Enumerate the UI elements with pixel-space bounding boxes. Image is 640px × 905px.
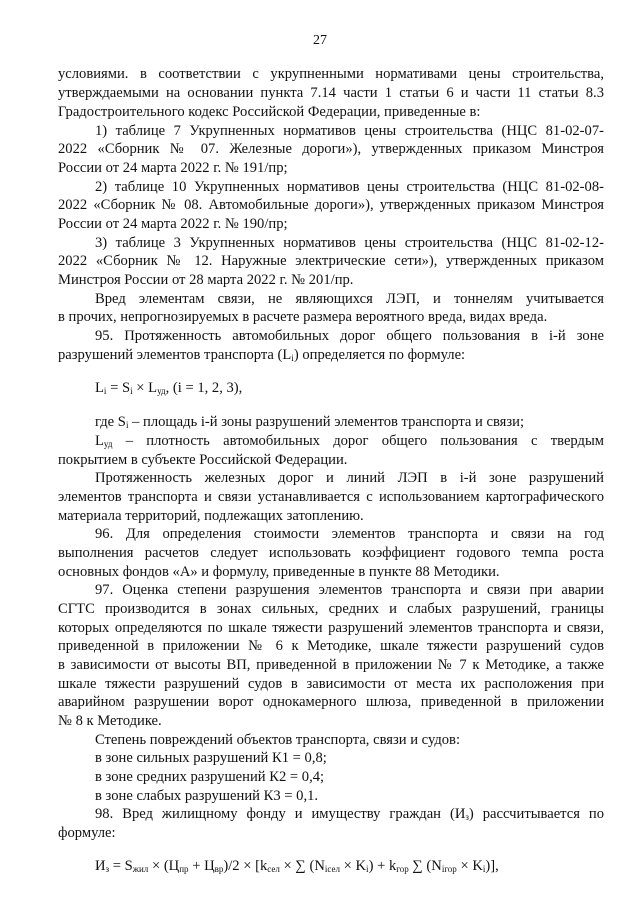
paragraph-97: 97. Оценка степени разрушения элементов транспорта и связи при аварии — [95, 582, 604, 598]
text-line: № 8 к Методике. — [58, 713, 162, 729]
list-item-1: 1) таблице 7 Укрупненных нормативов цены строительства (НЦС 81-02-07- — [95, 123, 604, 139]
text-line: Минстроя России от 28 марта 2022 г. № 201/пр. — [58, 272, 354, 288]
text-line: России от 24 марта 2022 г. № 191/пр; — [58, 160, 288, 176]
text-line: шкале тяжести разрушений судов в зависимости от места их расположения при — [58, 676, 604, 692]
text-line: формуле: — [58, 825, 116, 841]
text-line: условиями. в соответствии с укрупненными нормативами цены строительства, — [58, 66, 604, 82]
text-line: в прочих, непрогнозируемых в расчете размера вероятного вреда, видах вреда. — [58, 309, 548, 325]
formula-l: $L_i = S_i \times L_{уд}$, (i = 1, 2, 3), — [95, 380, 243, 396]
list-item-2: 2) таблице 10 Укрупненных нормативов цены строительства (НЦС 81-02-08- — [95, 179, 604, 195]
text-line: 2022 «Сборник № 08. Автомобильные дороги»), утвержденных приказом Минстроя — [58, 197, 604, 213]
formula-i3: $И_з = S_{жил} \times (Ц_{пр} + Ц_{вр})/2 \times [k_{сел}$ × ∑ $(N_{iсел} \times K_i) + k_{гор}$ ∑ $(N_{iгор} \times K_i)$], — [95, 858, 499, 874]
text-line: утверждаемыми на основании пункта 7.14 части 1 статьи 6 и части 11 статьи 8.3 — [58, 85, 604, 101]
text-line: в зависимости от высоты ВП, приведенной в приложении № 7 к Методике, а также — [58, 657, 604, 673]
text-line: материала территорий, подлежащих затоплению. — [58, 508, 364, 524]
text-line: 2022 «Сборник № 12. Наружные электрические сети»), утвержденных приказом — [58, 253, 604, 269]
text-line: где $S_i$ – площадь i-й зоны разрушений элементов транспорта и связи; — [95, 414, 525, 430]
text-line: России от 24 марта 2022 г. № 190/пр; — [58, 216, 288, 232]
paragraph-95: 95. Протяженность автомобильных дорог общего пользования в i-й зоне — [95, 328, 604, 344]
text-line: аварийном разрушении ворот однокамерного шлюза, приведенной в приложении — [58, 694, 604, 710]
text-line: Степень повреждений объектов транспорта, связи и судов: — [95, 732, 460, 748]
text-line: выполнения расчетов следует использовать коэффициент годового темпа роста — [58, 545, 604, 561]
text-line: 2022 «Сборник № 07. Железные дороги»), утвержденных приказом Минстроя — [58, 141, 604, 157]
damage-coefficient-k1: в зоне сильных разрушений К1 = 0,8; — [95, 750, 327, 766]
list-item-3: 3) таблице 3 Укрупненных нормативов цены строительства (НЦС 81-02-12- — [95, 235, 604, 251]
text-line: СГТС производится в зонах сильных, средних и слабых разрушений, границы — [58, 601, 604, 617]
page-number: 27 — [313, 33, 327, 48]
text-line: которых определяются по шкале тяжести разрушений элементов транспорта и связи, — [58, 620, 604, 636]
text-line: элементов транспорта и связи устанавливается с использованием картографического — [58, 489, 604, 505]
damage-coefficient-k3: в зоне слабых разрушений К3 = 0,1. — [95, 788, 319, 804]
text-line: разрушений элементов транспорта $(L_i)$ определяется по формуле: — [58, 347, 466, 363]
text-line: покрытием в субъекте Российской Федерации. — [58, 452, 348, 468]
damage-coefficient-k2: в зоне средних разрушений К2 = 0,4; — [95, 769, 325, 785]
text-line: приведенной в приложении № 6 к Методике, шкале тяжести разрушений судов — [58, 638, 604, 654]
text-line: Протяженность железных дорог и линий ЛЭП в i-й зоне разрушений — [95, 470, 604, 486]
text-line: $L_{уд}$ – плотность автомобильных дорог общего пользования с твердым — [95, 433, 604, 449]
text-line: Градостроительного кодекс Российской Федерации, приведенные в: — [58, 104, 481, 120]
text-line: Вред элементам связи, не являющихся ЛЭП, и тоннелям учитывается — [95, 291, 604, 307]
paragraph-96: 96. Для определения стоимости элементов транспорта и связи на год — [95, 526, 604, 542]
paragraph-98: 98. Вред жилищному фонду и имуществу граждан $(И_з)$ рассчитывается по — [95, 806, 604, 822]
text-line: основных фондов «А» и формулу, приведенные в пункте 88 Методики. — [58, 564, 500, 580]
